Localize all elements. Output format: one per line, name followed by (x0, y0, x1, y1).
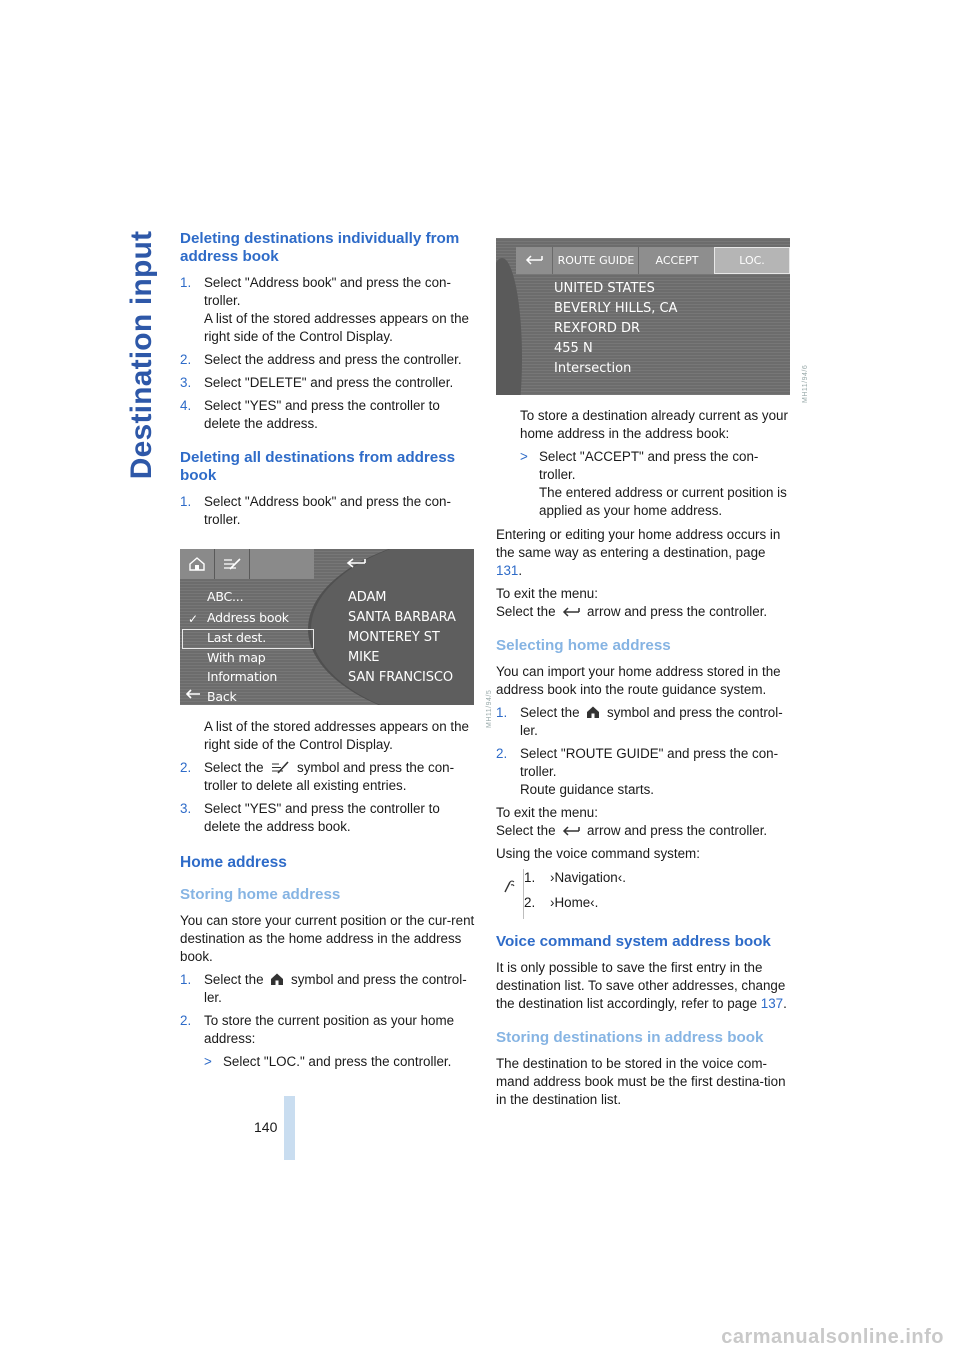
home-icon (586, 705, 600, 719)
heading-storing-destinations: Storing destinations in address book (496, 1029, 764, 1046)
address-entry: MIKE (348, 650, 380, 665)
list-item (180, 800, 476, 836)
step-text: symbol and press the control-ler. (520, 705, 783, 738)
page-link[interactable]: 137 (760, 996, 784, 1011)
voice-icon-cell (496, 869, 524, 919)
step-number: 3. (180, 375, 192, 390)
page-number-bar (284, 1096, 295, 1160)
home-icon (188, 556, 206, 572)
list-item (524, 894, 626, 912)
list-item (496, 704, 792, 740)
list-item (180, 759, 476, 795)
bullet-item (520, 448, 792, 520)
bullet-marker: > (520, 449, 528, 464)
list-item (180, 374, 476, 392)
menu-item: Information (207, 669, 278, 684)
back-arrow-icon (562, 607, 580, 618)
paragraph: To exit the menu: (496, 586, 598, 601)
screen-button-bar (516, 247, 790, 274)
screen-arc (496, 258, 522, 395)
step-number: 3. (180, 801, 192, 816)
address-line: REXFORD DR (554, 321, 641, 336)
text: It is only possible to save the first entry in the destination list. To save other addresses, change the destination list accordingly, refer to page (496, 960, 786, 1011)
heading-selecting-home: Selecting home address (496, 637, 671, 654)
step-text: Select "DELETE" and press the controller. (204, 375, 454, 390)
home-address-screen (496, 238, 790, 395)
step-number: 4. (180, 398, 192, 413)
address-entry: SANTA BARBARA (348, 610, 456, 625)
step-number: 1. (524, 870, 536, 885)
address-book-screen (180, 549, 474, 705)
address-entry: MONTEREY ST (348, 630, 440, 645)
text: . (783, 996, 787, 1011)
paragraph: To store a destination already current as your home address in the address book: (520, 408, 788, 441)
image-code: MH11/94/6 (802, 364, 809, 403)
text: . (518, 563, 523, 578)
step-number: 2. (180, 352, 192, 367)
step-text: Select "Address book" and press the con-troller. A list of the stored addresses appears on the right side of the Control Display. (204, 275, 470, 344)
menu-item: Back (207, 689, 237, 704)
step-number: 2. (496, 746, 508, 761)
heading-storing-home: Storing home address (180, 886, 341, 903)
step-text: Select the (204, 972, 264, 987)
paragraph (496, 526, 792, 580)
paragraph: The destination to be stored in the voice com-mand address book must be the first destina-tion in the destination list. (496, 1056, 786, 1107)
text: Select the (496, 823, 556, 838)
paragraph (496, 959, 792, 1013)
step-number: 2. (180, 1013, 192, 1028)
address-entry: SAN FRANCISCO (348, 670, 454, 685)
paragraph: A list of the stored addresses appears on the right side of the Control Display. (204, 719, 470, 752)
heading-delete-individually: Deleting destinations individually from address book (180, 230, 460, 265)
menu-item: Address book (207, 610, 289, 625)
back-button (516, 247, 552, 274)
bullet-item (204, 1053, 476, 1071)
heading-home-address: Home address (180, 854, 287, 871)
step-number: 1. (180, 972, 192, 987)
menu-item: Last dest. (207, 630, 267, 645)
text: arrow and press the controller. (587, 823, 768, 838)
address-entry: ADAM (348, 590, 387, 605)
list-item (180, 971, 476, 1007)
voice-list (524, 869, 626, 919)
section-side-title-text: Destination input (125, 230, 159, 480)
page-link[interactable]: 131 (496, 563, 519, 578)
step-number: 1. (496, 705, 508, 720)
route-guide-button: ROUTE GUIDE (552, 247, 639, 274)
step-text: symbol and press the control-ler. (204, 972, 467, 1005)
checkmark-icon: ✓ (188, 612, 199, 626)
home-icon (270, 972, 284, 986)
menu-item: ABC... (207, 589, 244, 604)
back-arrow-icon (346, 558, 366, 569)
heading-delete-all: Deleting all destinations from address book (180, 449, 456, 484)
address-line: 455 N (554, 341, 593, 356)
list-item (180, 397, 476, 433)
right-column (496, 230, 809, 1114)
step-text: symbol and press the con-troller to delete all existing entries. (204, 760, 455, 793)
left-column (180, 230, 493, 1075)
paragraph: To exit the menu: (496, 805, 598, 820)
step-text: To store the current position as your home address: (204, 1013, 455, 1046)
step-text: Select "YES" and press the controller to delete the address. (204, 398, 440, 431)
back-arrow-icon (185, 689, 201, 700)
step-text: Select "ROUTE GUIDE" and press the con-troller. Route guidance starts. (520, 746, 779, 797)
step-number: 2. (180, 760, 192, 775)
accept-button: ACCEPT (638, 247, 715, 274)
step-number: 2. (524, 895, 536, 910)
image-code: MH11/94/5 (486, 689, 493, 728)
watermark: carmanualsonline.info (721, 1326, 944, 1348)
paragraph (496, 822, 792, 840)
back-arrow-icon (562, 826, 580, 837)
voice-command-icon (504, 879, 516, 893)
address-line: UNITED STATES (554, 281, 655, 296)
step-number: 1. (180, 275, 192, 290)
text: arrow and press the controller. (587, 604, 768, 619)
bullet-text: Select "ACCEPT" and press the con-troller. The entered address or current position is applied as your home address. (539, 449, 787, 518)
paragraph: Using the voice command system: (496, 846, 700, 861)
voice-command: ›Home‹. (550, 895, 599, 910)
delete-all-icon (222, 557, 242, 571)
screen-left-menu (180, 579, 314, 705)
step-number: 1. (180, 494, 192, 509)
step-text: Select "YES" and press the controller to delete the address book. (204, 801, 440, 834)
text: Select the (496, 604, 556, 619)
list-item (524, 869, 626, 887)
voice-command-block (496, 869, 792, 919)
bullet-marker: > (204, 1054, 212, 1069)
paragraph: You can store your current position or the cur-rent destination as the home address in the address book. (180, 913, 475, 964)
address-line: Intersection (554, 361, 632, 376)
list-item (180, 1012, 476, 1048)
step-text: Select "Address book" and press the con-troller. (204, 494, 451, 527)
address-line: BEVERLY HILLS, CA (554, 301, 678, 316)
paragraph: You can import your home address stored in the address book into the route guidance system. (496, 664, 781, 697)
step-text: Select the (204, 760, 264, 775)
step-text: Select the address and press the controller. (204, 352, 462, 367)
delete-all-icon (270, 761, 290, 774)
list-item (180, 274, 476, 346)
list-item (496, 745, 792, 799)
section-side-title (114, 230, 170, 480)
heading-voice-address-book: Voice command system address book (496, 933, 771, 950)
list-item (180, 351, 476, 369)
text: Entering or editing your home address occurs in the same way as entering a destination, page (496, 527, 781, 560)
page-number: 140 (254, 1119, 278, 1135)
paragraph (496, 603, 792, 621)
list-item (180, 493, 476, 529)
step-text: Select the (520, 705, 580, 720)
back-arrow-icon (525, 255, 543, 266)
menu-item: With map (207, 650, 266, 665)
screen-tabbar (180, 549, 314, 579)
voice-command: ›Navigation‹. (550, 870, 626, 885)
delete-all-tab (215, 549, 250, 579)
bullet-text: Select "LOC." and press the controller. (223, 1054, 452, 1069)
home-tab (180, 549, 215, 579)
loc-button: LOC. (714, 247, 790, 274)
